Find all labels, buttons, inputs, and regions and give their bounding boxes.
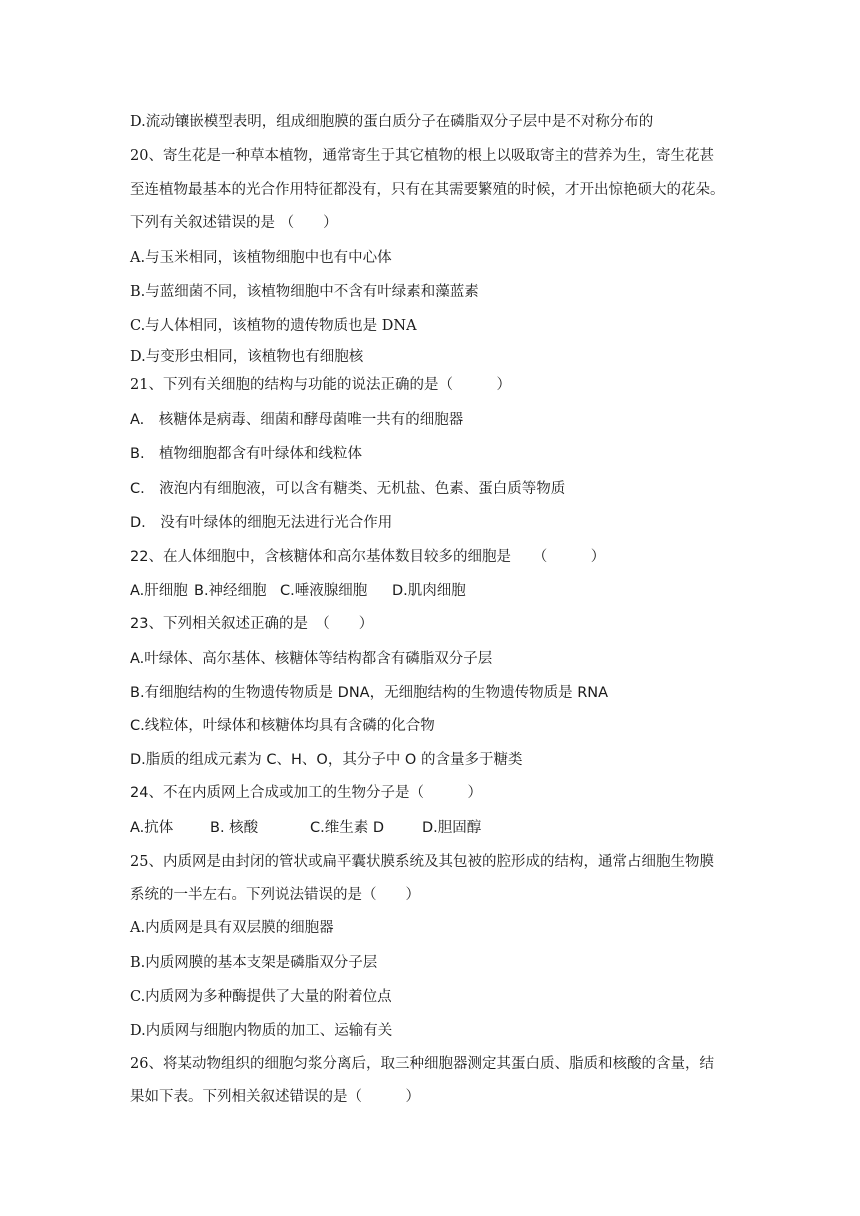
q23-option-a: A.叶绿体、高尔基体、核糖体等结构都含有磷脂双分子层: [130, 651, 493, 667]
q20-stem-line2: 至连植物最基本的光合作用特征都没有，只有在其需要繁殖的时候，才开出惊艳硕大的花朵。: [130, 182, 725, 198]
q25-option-b: B.内质网膜的基本支架是磷脂双分子层: [130, 955, 378, 971]
q20-stem-line3: 下列有关叙述错误的是 （ ）: [130, 215, 338, 231]
q24-option-d: D.胆固醇: [422, 820, 482, 836]
q24-options: [130, 818, 740, 838]
q21-option-d: D. 没有叶绿体的细胞无法进行光合作用: [130, 515, 393, 531]
q20-option-d: D.与变形虫相同，该植物也有细胞核: [130, 349, 364, 365]
q21-option-a: A. 核糖体是病毒、细菌和酵母菌唯一共有的细胞器: [130, 412, 464, 428]
q25-stem-line2: 系统的一半左右。下列说法错误的是（ ）: [130, 887, 420, 903]
q21-stem: 21、下列有关细胞的结构与功能的说法正确的是（ ）: [130, 377, 511, 393]
q26-stem-line2: 果如下表。下列相关叙述错误的是（ ）: [130, 1089, 420, 1105]
q23-stem: 23、下列相关叙述正确的是 （ ）: [130, 616, 374, 632]
q25-option-a: A.内质网是具有双层膜的细胞器: [130, 920, 334, 936]
q22-options: [130, 581, 740, 601]
q22-option-c: C.唾液腺细胞: [280, 583, 368, 599]
q20-option-b: B.与蓝细菌不同，该植物细胞中不含有叶绿素和藻蓝素: [130, 284, 479, 300]
q21-option-b: B. 植物细胞都含有叶绿体和线粒体: [130, 446, 363, 462]
q23-option-b: B.有细胞结构的生物遗传物质是 DNA，无细胞结构的生物遗传物质是 RNA: [130, 685, 609, 701]
q25-option-d: D.内质网与细胞内物质的加工、运输有关: [130, 1023, 393, 1039]
q25-option-c: C.内质网为多种酶提供了大量的附着位点: [130, 989, 392, 1005]
q22-option-b: B.神经细胞: [194, 583, 267, 599]
q20-option-a: A.与玉米相同，该植物细胞中也有中心体: [130, 250, 392, 266]
q23-option-d: D.脂质的组成元素为 C、H、O，其分子中 O 的含量多于糖类: [130, 752, 523, 768]
q21-option-c: C. 液泡内有细胞液，可以含有糖类、无机盐、色素、蛋白质等物质: [130, 481, 566, 497]
q24-option-b: B. 核酸: [210, 820, 259, 836]
q20-stem-line1: 20、寄生花是一种草本植物，通常寄生于其它植物的根上以吸取寄主的营养为生，寄生花甚: [130, 148, 714, 164]
q23-option-c: C.线粒体，叶绿体和核糖体均具有含磷的化合物: [130, 718, 435, 734]
q24-stem: 24、不在内质网上合成或加工的生物分子是（ ）: [130, 785, 482, 801]
q25-stem-line1: 25、内质网是由封闭的管状或扁平囊状膜系统及其包被的腔形成的结构，通常占细胞生物膜: [130, 854, 714, 870]
q19-option-d: D.流动镶嵌模型表明，组成细胞膜的蛋白质分子在磷脂双分子层中是不对称分布的: [130, 114, 654, 130]
q22-option-d: D.肌肉细胞: [392, 583, 466, 599]
q20-option-c: C.与人体相同，该植物的遗传物质也是 DNA: [130, 318, 417, 334]
q24-option-c: C.维生素 D: [310, 820, 385, 836]
q26-stem-line1: 26、将某动物组织的细胞匀浆分离后，取三种细胞器测定其蛋白质、脂质和核酸的含量，结: [130, 1056, 714, 1072]
q24-option-a: A.抗体: [130, 820, 174, 836]
q22-stem: 22、在人体细胞中，含核糖体和高尔基体数目较多的细胞是 （ ）: [130, 549, 606, 565]
q22-option-a: A.肝细胞: [130, 583, 188, 599]
